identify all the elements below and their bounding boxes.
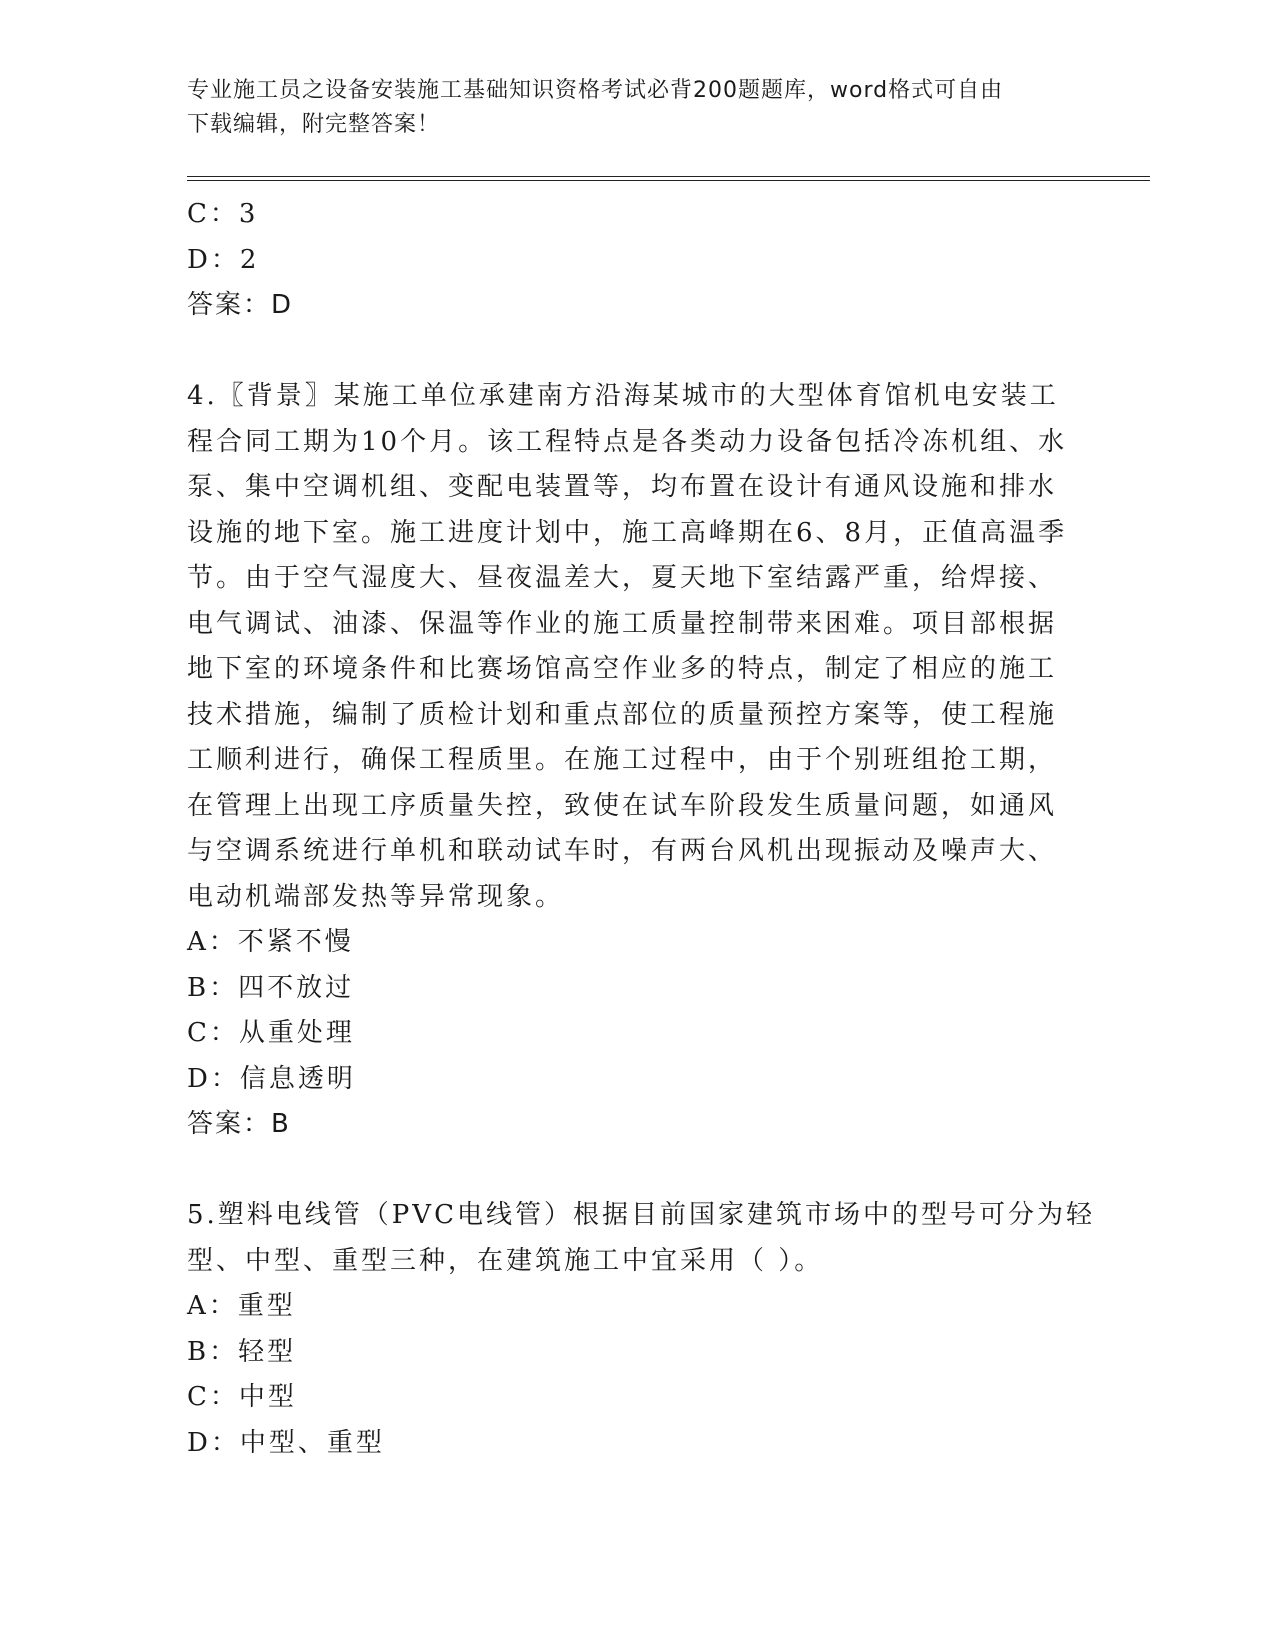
q4-option-b: B：四不放过 <box>187 972 355 1003</box>
question-list <box>187 192 1095 1466</box>
q4-text-line: 电动机端部发热等异常现象。 <box>187 881 565 912</box>
q4-text-line: 设施的地下室。施工进度计划中，施工高峰期在6、8月，正值高温季 <box>187 517 1068 548</box>
q4-text-line: 在管理上出现工序质量失控，致使在试车阶段发生质量问题，如通风 <box>187 790 1058 821</box>
q3-option-c: C：3 <box>187 199 259 229</box>
q4-text-line: 技术措施，编制了质检计划和重点部位的质量预控方案等，使工程施 <box>187 699 1058 730</box>
question-5 <box>187 1193 1095 1466</box>
question-3 <box>187 192 1087 329</box>
spacer <box>187 329 1087 375</box>
q3-option-d: D：2 <box>187 244 260 275</box>
q5-text-line: 5.塑料电线管（PVC电线管）根据目前国家建筑市场中的型号可分为轻 <box>187 1200 1095 1230</box>
q4-text-line: 泵、集中空调机组、变配电装置等，均布置在设计有通风设施和排水 <box>187 472 1058 502</box>
q5-text-line: 型、中型、重型三种，在建筑施工中宜采用（ ）。 <box>187 1245 824 1276</box>
question-4 <box>187 374 1087 1148</box>
header-line-2: 下载编辑，附完整答案！ <box>187 112 441 137</box>
q4-option-c: C：从重处理 <box>187 1018 355 1048</box>
header-divider <box>187 176 1150 181</box>
q5-option-a: A：重型 <box>187 1291 296 1321</box>
q4-text-line: 与空调系统进行单机和联动试车时，有两台风机出现振动及噪声大、 <box>187 836 1058 866</box>
q4-option-d: D：信息透明 <box>187 1063 356 1094</box>
q4-text-line: 电气调试、油漆、保温等作业的施工质量控制带来困难。项目部根据 <box>187 608 1058 639</box>
q4-answer: 答案：B <box>187 1109 291 1139</box>
q4-option-a: A：不紧不慢 <box>187 927 354 957</box>
spacer <box>187 1148 1087 1194</box>
document-header <box>187 74 1067 142</box>
q4-text-line: 4.〖背景〗某施工单位承建南方沿海某城市的大型体育馆机电安装工 <box>187 381 1059 411</box>
q5-option-d: D：中型、重型 <box>187 1427 385 1458</box>
q4-text-line: 工顺利进行，确保工程质里。在施工过程中，由于个别班组抢工期， <box>187 745 1058 775</box>
q4-text-line: 程合同工期为10个月。该工程特点是各类动力设备包括冷冻机组、水 <box>187 426 1068 457</box>
q5-option-c: C：中型 <box>187 1382 297 1412</box>
q4-text-line: 地下室的环境条件和比赛场馆高空作业多的特点，制定了相应的施工 <box>187 654 1058 684</box>
q5-option-b: B：轻型 <box>187 1336 297 1367</box>
q3-answer: 答案：D <box>187 290 294 320</box>
q4-text-line: 节。由于空气湿度大、昼夜温差大，夏天地下室结露严重，给焊接、 <box>187 563 1058 593</box>
header-line-1: 专业施工员之设备安装施工基础知识资格考试必背200题题库，word格式可自由 <box>187 78 1004 103</box>
